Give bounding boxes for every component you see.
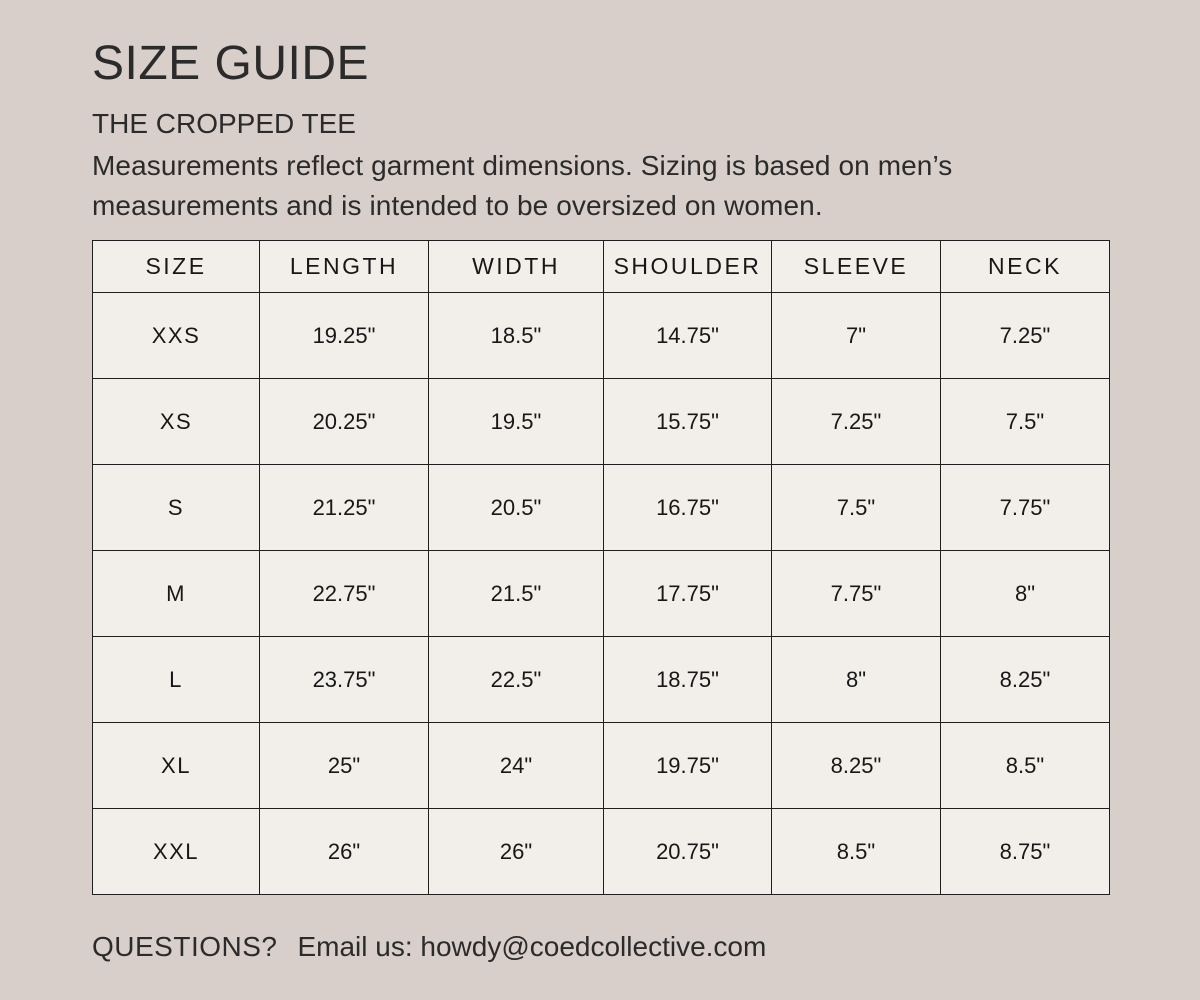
length-cell: 26" — [260, 809, 429, 895]
contact-email-text: Email us: howdy@coedcollective.com — [297, 931, 767, 962]
table-row — [93, 293, 1110, 379]
size-cell: S — [93, 465, 260, 551]
length-cell: 23.75" — [260, 637, 429, 723]
width-cell: 18.5" — [429, 293, 604, 379]
shoulder-cell: 20.75" — [604, 809, 772, 895]
table-header-row — [93, 241, 1110, 293]
length-cell: 20.25" — [260, 379, 429, 465]
shoulder-cell: 14.75" — [604, 293, 772, 379]
table-row — [93, 723, 1110, 809]
width-cell: 26" — [429, 809, 604, 895]
neck-cell: 7.25" — [941, 293, 1110, 379]
table-row — [93, 465, 1110, 551]
width-cell: 19.5" — [429, 379, 604, 465]
sleeve-cell: 8.25" — [772, 723, 941, 809]
shoulder-cell: 15.75" — [604, 379, 772, 465]
size-cell: L — [93, 637, 260, 723]
size-chart-header — [93, 241, 1110, 293]
column-header-width: WIDTH — [429, 241, 604, 293]
table-row — [93, 809, 1110, 895]
shoulder-cell: 17.75" — [604, 551, 772, 637]
sleeve-cell: 8.5" — [772, 809, 941, 895]
table-row — [93, 637, 1110, 723]
neck-cell: 7.75" — [941, 465, 1110, 551]
column-header-shoulder: SHOULDER — [604, 241, 772, 293]
neck-cell: 8.75" — [941, 809, 1110, 895]
table-row — [93, 551, 1110, 637]
product-subtitle: THE CROPPED TEE — [92, 108, 356, 139]
size-chart-body — [93, 293, 1110, 895]
width-cell: 24" — [429, 723, 604, 809]
length-cell: 25" — [260, 723, 429, 809]
length-cell: 22.75" — [260, 551, 429, 637]
sleeve-cell: 7.5" — [772, 465, 941, 551]
width-cell: 21.5" — [429, 551, 604, 637]
neck-cell: 8" — [941, 551, 1110, 637]
sleeve-cell: 8" — [772, 637, 941, 723]
page-title: SIZE GUIDE — [92, 37, 370, 90]
neck-cell: 8.5" — [941, 723, 1110, 809]
size-cell: XXL — [93, 809, 260, 895]
width-cell: 20.5" — [429, 465, 604, 551]
column-header-size: SIZE — [93, 241, 260, 293]
shoulder-cell: 16.75" — [604, 465, 772, 551]
width-cell: 22.5" — [429, 637, 604, 723]
measurement-description: Measurements reflect garment dimensions. Sizing is based on men’s measurements and is intended to be oversized on women. — [92, 150, 953, 221]
questions-label: QUESTIONS? — [92, 931, 278, 962]
length-cell: 21.25" — [260, 465, 429, 551]
column-header-length: LENGTH — [260, 241, 429, 293]
sleeve-cell: 7.75" — [772, 551, 941, 637]
column-header-neck: NECK — [941, 241, 1110, 293]
neck-cell: 8.25" — [941, 637, 1110, 723]
column-header-sleeve: SLEEVE — [772, 241, 941, 293]
table-row — [93, 379, 1110, 465]
sleeve-cell: 7" — [772, 293, 941, 379]
shoulder-cell: 19.75" — [604, 723, 772, 809]
shoulder-cell: 18.75" — [604, 637, 772, 723]
size-cell: XL — [93, 723, 260, 809]
size-cell: XXS — [93, 293, 260, 379]
neck-cell: 7.5" — [941, 379, 1110, 465]
questions-contact-line — [92, 927, 766, 967]
sleeve-cell: 7.25" — [772, 379, 941, 465]
size-cell: M — [93, 551, 260, 637]
size-cell: XS — [93, 379, 260, 465]
length-cell: 19.25" — [260, 293, 429, 379]
size-chart-table — [92, 240, 1110, 895]
